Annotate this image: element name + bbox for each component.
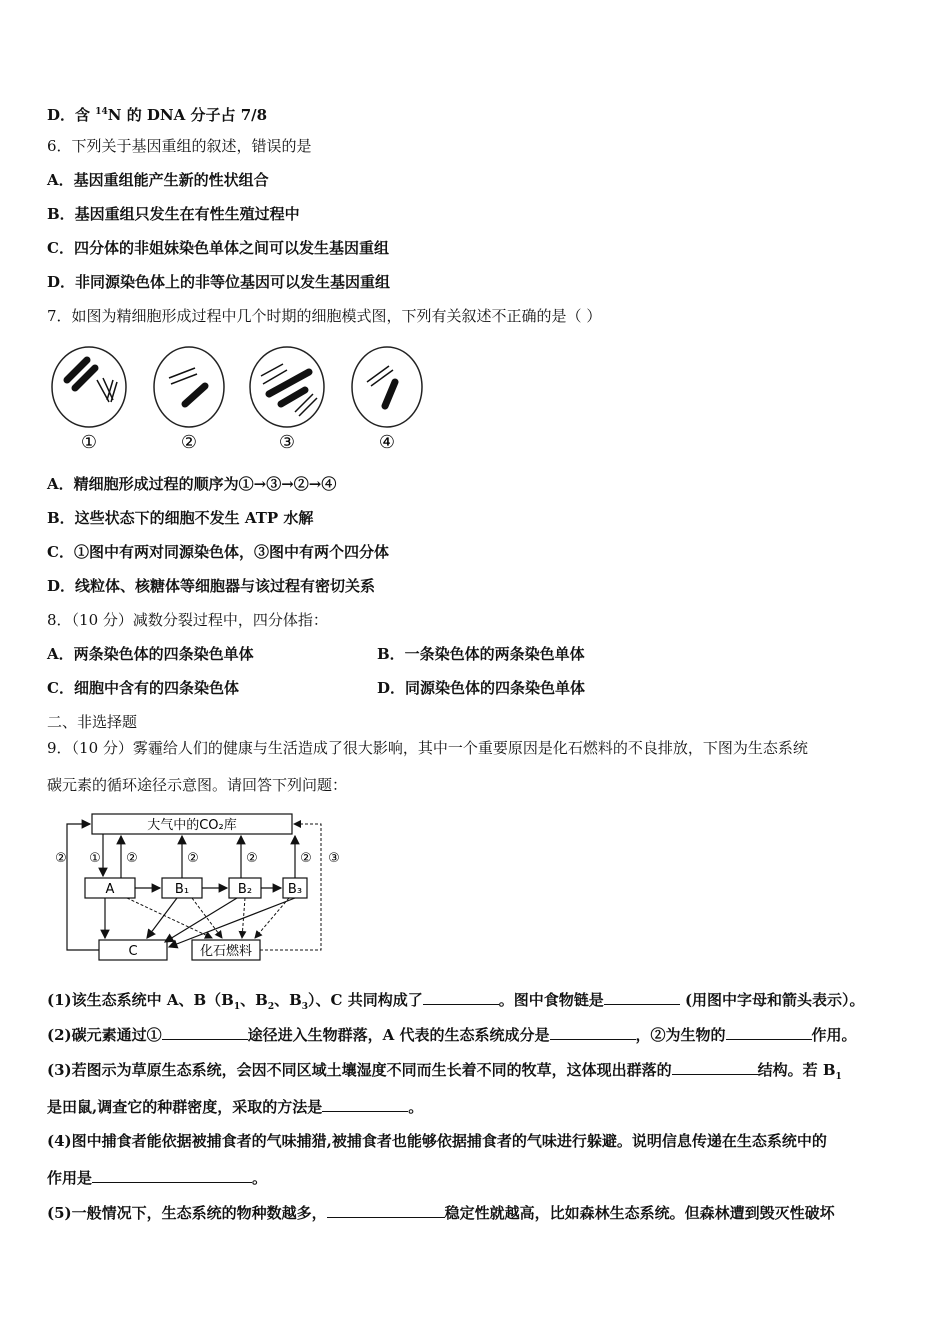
q6-option-b: B．基因重组只发生在有性生殖过程中 — [47, 205, 300, 223]
figure-label-4: ④ — [378, 432, 396, 453]
q6-stem: 6．下列关于基因重组的叙述，错误的是 — [47, 137, 312, 155]
q9-part4-line2: 作用是 。 — [47, 1169, 268, 1187]
cell-2 — [154, 347, 224, 453]
answer-blank[interactable] — [162, 1025, 248, 1040]
q9-stem-line1: 9．（10 分）雾霾给人们的健康与生活造成了很大影响，其中一个重要原因是化石燃料的不良排放，下图为生态系统 — [47, 739, 808, 757]
answer-blank[interactable] — [726, 1025, 812, 1040]
cell-3 — [250, 347, 324, 453]
cell-1 — [52, 347, 126, 453]
q8-stem: 8．（10 分）减数分裂过程中，四分体指： — [47, 611, 328, 629]
node-c-label: C — [128, 944, 138, 959]
arrow-label-2-a: ② — [126, 851, 138, 866]
q7-option-d: D．线粒体、核糖体等细胞器与该过程有密切关系 — [47, 577, 376, 595]
q8-option-c: C．细胞中含有的四条染色体 — [47, 679, 239, 697]
node-b2-label: B₂ — [237, 882, 253, 897]
figure-label-3: ③ — [278, 432, 296, 453]
figure-label-1: ① — [80, 432, 98, 453]
q8-option-b: B．一条染色体的两条染色单体 — [377, 645, 585, 663]
answer-blank[interactable] — [322, 1097, 408, 1112]
cell-4 — [352, 347, 422, 453]
answer-blank[interactable] — [92, 1168, 252, 1183]
q9-part1: (1)该生态系统中 A、$B(B_1$、$B_2$、$B_3$）、C 共同构成了 。图中食物链是 (用图中字母和箭头表示）。 — [47, 991, 865, 1012]
node-b3-label: B₃ — [287, 882, 303, 897]
q8-option-d: D．同源染色体的四条染色单体 — [377, 679, 586, 697]
q6-option-a: A．基因重组能产生新的性状组合 — [47, 171, 269, 189]
atmosphere-co2-label: 大气中的CO₂库 — [147, 818, 237, 833]
q5-option-d: D．含 $^{14}$N 的 DNA 分子占 7/8 — [47, 106, 268, 124]
arrow-label-2-b1: ② — [187, 851, 199, 866]
fossil-fuel-label: 化石燃料 — [199, 944, 253, 959]
q7-option-c: C．①图中有两对同源染色体，③图中有两个四分体 — [47, 543, 389, 561]
q7-option-b: B．这些状态下的细胞不发生 ATP 水解 — [47, 509, 314, 527]
q9-part3-line1: (3)若图示为草原生态系统，会因不同区域土壤湿度不同而生长着不同的牧草，这体现出群落的 结构。若 $B_1$ — [47, 1061, 842, 1082]
node-b1-label: B₁ — [174, 882, 190, 897]
answer-blank[interactable] — [672, 1060, 758, 1075]
cell-division-figure — [47, 340, 437, 455]
arrow-label-1: ① — [89, 851, 101, 866]
q9-part5: (5)一般情况下，生态系统的物种数越多， 稳定性就越高，比如森林生态系统。但森林遭到毁灭性破坏 — [47, 1204, 835, 1222]
node-a-label: A — [105, 882, 115, 897]
q6-option-c: C．四分体的非姐妹染色单体之间可以发生基因重组 — [47, 239, 389, 257]
arrow-label-2-b2: ② — [246, 851, 258, 866]
q7-stem: 7．如图为精细胞形成过程中几个时期的细胞模式图，下列有关叙述不正确的是（ ） — [47, 307, 602, 325]
q9-stem-line2: 碳元素的循环途径示意图。请回答下列问题： — [47, 776, 348, 794]
carbon-cycle-diagram — [47, 810, 347, 965]
q6-option-d: D．非同源染色体上的非等位基因可以发生基因重组 — [47, 273, 391, 291]
figure-label-2: ② — [180, 432, 198, 453]
section-title: 二、非选择题 — [47, 713, 138, 731]
q7-option-a: A．精细胞形成过程的顺序为①→③→②→④ — [47, 475, 337, 493]
arrow-label-3: ③ — [328, 851, 340, 866]
q9-part4-line1: (4)图中捕食者能依据被捕食者的气味捕猎,被捕食者也能够依据捕食者的气味进行躲避。说明信息传递在生态系统中的 — [47, 1132, 827, 1150]
q9-part3-line2: 是田鼠,调查它的种群密度，采取的方法是 。 — [47, 1098, 424, 1116]
arrow-label-2-b3: ② — [300, 851, 312, 866]
q8-option-a: A．两条染色体的四条染色单体 — [47, 645, 254, 663]
answer-blank[interactable] — [327, 1203, 445, 1218]
answer-blank[interactable] — [550, 1025, 636, 1040]
q9-part2: (2)碳元素通过① 途径进入生物群落，A 代表的生态系统成分是 ，②为生物的 作用。 — [47, 1026, 857, 1044]
answer-blank[interactable] — [423, 990, 499, 1005]
arrow-label-2-left: ② — [55, 851, 67, 866]
answer-blank[interactable] — [604, 990, 680, 1005]
